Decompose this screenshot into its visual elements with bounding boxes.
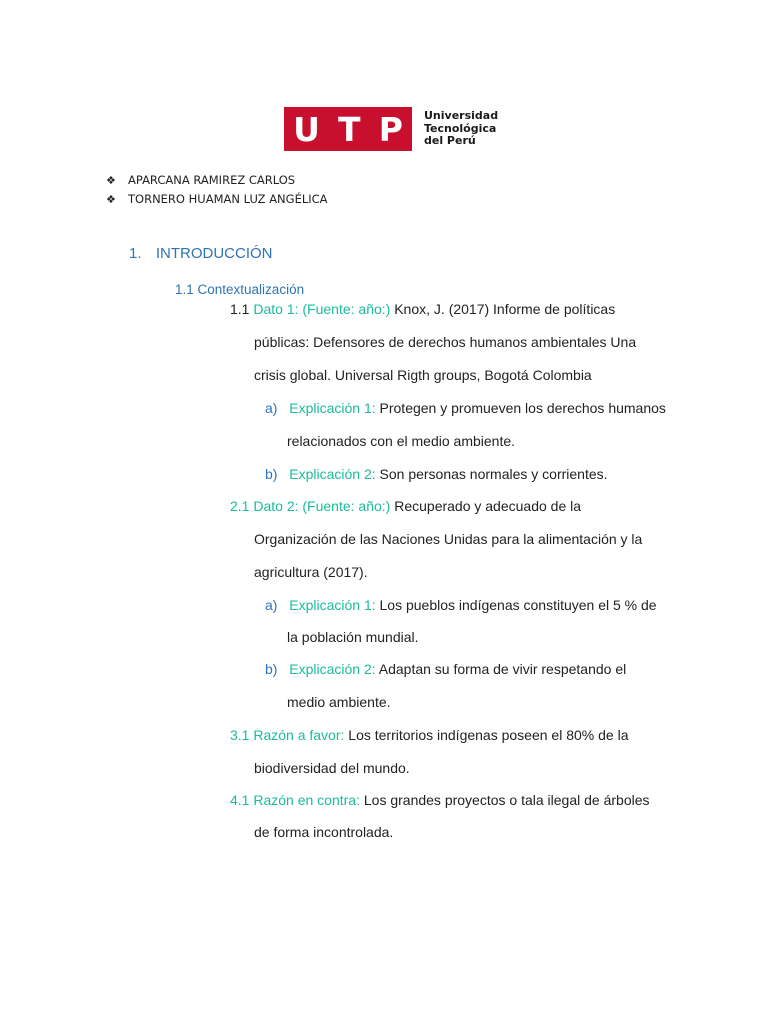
explicacion-text: Adaptan su forma de vivir respetando el — [378, 661, 627, 677]
dato1-text: Knox, J. (2017) Informe de políticas — [394, 301, 616, 317]
logo-text — [424, 110, 498, 148]
logo-letters — [284, 107, 412, 151]
dato2-text-line: agricultura (2017). — [254, 564, 368, 580]
razon-contra-label: 4.1 Razón en contra: — [230, 792, 360, 808]
razon-favor-line — [230, 727, 628, 743]
logo-letter-u: U — [293, 109, 320, 149]
explicacion-item — [265, 400, 666, 416]
list-marker: b) — [265, 466, 278, 482]
explicacion-label: Explicación 1: — [289, 597, 376, 613]
author-item — [106, 192, 328, 206]
dato2-text: Recuperado y adecuado de la — [394, 498, 582, 514]
razon-contra-text-line: de forma incontrolada. — [254, 824, 394, 840]
logo-letter-p: P — [378, 109, 403, 149]
dato2-label: 2.1 Dato 2: (Fuente: año:) — [230, 498, 391, 514]
list-marker: a) — [265, 597, 278, 613]
diamond-bullet-icon: ❖ — [106, 193, 116, 206]
subsection-heading: 1.1 Contextualización — [175, 282, 305, 297]
logo-text-line: Tecnológica — [424, 121, 497, 135]
dato2-text-line: Organización de las Naciones Unidas para la alimentación y la — [254, 531, 643, 547]
razon-favor-text: Los territorios indígenas poseen el 80% de la — [348, 727, 629, 743]
explicacion-text: Protegen y promueven los derechos humanos — [379, 400, 666, 416]
dato1-number: 1.1 — [230, 301, 250, 317]
dato2-line — [230, 498, 581, 514]
razon-contra-text: Los grandes proyectos o tala ilegal de árboles — [363, 792, 650, 808]
diamond-bullet-icon: ❖ — [106, 174, 116, 187]
author-name: APARCANA RAMIREZ CARLOS — [128, 173, 296, 187]
logo-text-line: del Perú — [424, 134, 476, 147]
explicacion-text: Son personas normales y corrientes. — [379, 466, 608, 482]
dato1-text-line: públicas: Defensores de derechos humanos ambientales Una — [254, 334, 637, 350]
section-heading — [129, 245, 273, 262]
explicacion-text-line: medio ambiente. — [287, 694, 391, 710]
section-title: INTRODUCCIÓN — [155, 245, 273, 262]
dato1-label: Dato 1: (Fuente: año:) — [253, 301, 391, 317]
utp-logo — [284, 107, 499, 151]
logo-letter-t: T — [338, 109, 361, 149]
list-marker: a) — [265, 400, 278, 416]
explicacion-label: Explicación 1: — [289, 400, 376, 416]
dato1-line — [230, 301, 615, 317]
explicacion-text-line: la población mundial. — [287, 629, 419, 645]
explicacion-text-line: relacionados con el medio ambiente. — [287, 433, 516, 449]
explicacion-text: Los pueblos indígenas constituyen el 5 % de — [379, 597, 657, 613]
explicacion-item — [265, 597, 657, 613]
explicacion-label: Explicación 2: — [289, 466, 376, 482]
razon-favor-label: 3.1 Razón a favor: — [230, 727, 345, 743]
list-marker: b) — [265, 661, 278, 677]
razon-contra-line — [230, 792, 650, 808]
logo-text-line: Universidad — [424, 109, 499, 122]
explicacion-item — [265, 466, 608, 482]
explicacion-label: Explicación 2: — [289, 661, 376, 677]
explicacion-item — [265, 661, 626, 677]
section-number: 1. — [129, 245, 142, 262]
author-item — [106, 173, 295, 187]
dato1-text-line: crisis global. Universal Rigth groups, Bogotá Colombia — [254, 367, 592, 383]
author-name: TORNERO HUAMAN LUZ ANGÉLICA — [128, 192, 328, 206]
razon-favor-text-line: biodiversidad del mundo. — [254, 760, 410, 776]
